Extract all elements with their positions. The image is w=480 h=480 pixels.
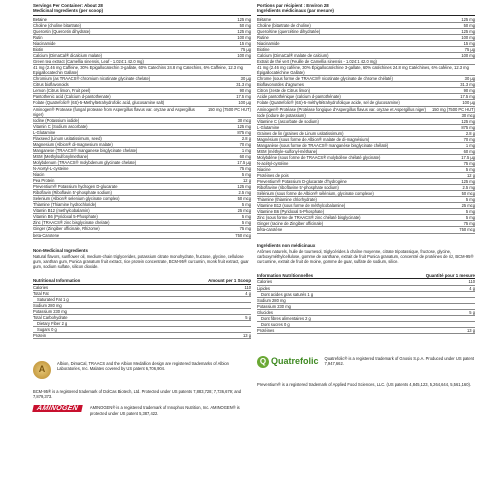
nutrient-name: Dont acides gras saturés 1 g bbox=[261, 291, 314, 297]
nutrient-name: Potassium 230 mg bbox=[257, 303, 291, 309]
ingredient-name: Acide pantothénique (calcium d-pantothénate) bbox=[257, 94, 341, 100]
ingredient-amount: 875 mg bbox=[237, 129, 251, 135]
nutrient-name: Protéines bbox=[257, 327, 275, 333]
ingredient-amount: 2.8 g bbox=[241, 135, 251, 141]
ingredient-name: Citrus bioflavonoids bbox=[33, 82, 69, 88]
ingredient-row bbox=[33, 65, 251, 76]
quatrefolic-trademark-note: Quatrefolic® is a registered trademark of Gnosis S.p.A. Produced under US patent 7,947,662. bbox=[324, 355, 475, 367]
ingredient-row bbox=[257, 227, 475, 233]
ingredient-amount: 2.5 mg bbox=[238, 190, 251, 196]
ingredient-list bbox=[33, 17, 251, 239]
nutrient-name: Dont fibres alimentaires 2 g bbox=[261, 315, 311, 321]
ingredient-name: Thiamine (thiamine chlorhydrate) bbox=[257, 197, 317, 203]
ingredient-amount: 12 g bbox=[243, 178, 251, 184]
ingredient-name: Vitamine B6 (Pyridoxal 5-Phosphate) bbox=[257, 209, 325, 215]
ingredient-name: Vitamin C (Sodium ascorbate) bbox=[33, 123, 88, 129]
aminogen-note-row bbox=[33, 405, 251, 415]
quatrefolic-leaf-icon: Q bbox=[257, 356, 269, 368]
ingredient-name: Rutine bbox=[257, 34, 269, 40]
ingredient-amount: 15 mg bbox=[239, 41, 251, 46]
ingredient-name: bêta-carotène bbox=[257, 227, 283, 233]
ingredient-name: Calcium (DimaCal® dicalcium malate) bbox=[33, 53, 102, 59]
nutrient-name: Calories bbox=[33, 284, 49, 290]
ingredient-amount: 30 µg bbox=[240, 76, 251, 82]
nutrient-name: Total Fat bbox=[33, 290, 49, 296]
ingredients-header-fr: Ingrédients médicinaux (par mesure) bbox=[257, 8, 334, 14]
ingredients-header: Medicinal Ingredients (per scoop) bbox=[33, 8, 104, 14]
ingredient-amount: 125 mg bbox=[237, 184, 251, 190]
ingredient-name: Vitamin B12 (methylcobalamin) bbox=[33, 208, 90, 214]
bcm-trademark-note: BCM-95® is a registered trademark of DolCas Biotech, Ltd. Protected under US patents 7,883,728; 7,736,679; and 7,879,373. bbox=[33, 388, 242, 400]
servings-header-fr: Portions par récipient : Environ 28 bbox=[257, 3, 329, 8]
nutrition-header-fr: Information Nutritionnelles bbox=[257, 273, 314, 279]
nonmedicinal-text: Natural flavors, sunflower oil, medium-chain triglycerides, potassium citrate monohydrate, fructose, glycine, cellulose gum, xanthan gum, Punica granatum fruit extract, rice protein concentrate, BCM-95® curcumin, monk fruit extract, guar gum, sodium sulfate, silicon dioxide. bbox=[33, 253, 249, 270]
ingredient-amount: 50 mg bbox=[463, 22, 475, 28]
ingredient-name: Molybdenum (TRAACS® molybdenum glycinate chelate) bbox=[33, 159, 137, 165]
nutrient-amount: 5 g bbox=[469, 309, 475, 315]
ingredient-name: Chrome (sous forme de TRAACS® nicotinate glycinate de chrome chélaté) bbox=[257, 76, 393, 82]
ingredient-amount: 90 mg bbox=[239, 88, 251, 94]
ingredient-amount: 100 mg bbox=[237, 34, 251, 40]
ingredient-amount: 70 mg bbox=[239, 141, 251, 147]
nutrient-name: Glucides bbox=[257, 309, 273, 315]
ingredient-amount: 150 mg (7500 PC HUT) bbox=[207, 106, 251, 112]
ingredient-amount: 125 mg bbox=[237, 16, 251, 22]
ingredient-name: Zinc (sous forme de TRAACS® zinc chélaté bisglycinate) bbox=[257, 215, 361, 221]
ingredient-name: Iode (iodure de potassium) bbox=[257, 112, 306, 118]
aminogen-trademark-note: AMINOGEN® is a registered trademark of Innophos Nutrition, Inc. AMINOGEN® is protected under US patent 5,387,422. bbox=[89, 405, 240, 416]
ingredient-amount: 75 mg bbox=[239, 165, 251, 171]
nutrient-amount: 4 g bbox=[245, 290, 251, 296]
ingredient-amount: 750 mcg bbox=[235, 232, 251, 238]
ingredient-amount: 30 mcg bbox=[461, 112, 475, 118]
quatrefolic-logo bbox=[257, 356, 319, 368]
nutrition-list-fr bbox=[257, 279, 475, 333]
ingredient-name: Pantothenic acid (Calcium d-pantothenate) bbox=[33, 94, 111, 100]
albion-note-row bbox=[33, 361, 251, 379]
ingredient-name: Graines de lin (graines de Linum usitatissimum) bbox=[257, 130, 344, 136]
nutrient-amount: 4 g bbox=[469, 285, 475, 291]
ingredient-name: Iodine (Potassium iodide) bbox=[33, 117, 80, 123]
nutrient-name: Sodium 280 mg bbox=[33, 302, 62, 308]
ingredient-name: Niacinamide bbox=[257, 41, 280, 46]
nutrient-name: Calories bbox=[257, 279, 273, 285]
ingredient-name: Sélénium (sous forme de Albion® sélénium, glycinate complexe) bbox=[257, 191, 374, 197]
english-column bbox=[33, 3, 251, 416]
ingredient-name: Lemon (Citrus limon, Fruit peel) bbox=[33, 88, 91, 94]
nutrition-column-label: Amount per 1 Scoop bbox=[208, 278, 251, 284]
ingredient-amount: 75 mg bbox=[239, 226, 251, 232]
ingredient-amount: 25 mcg bbox=[461, 203, 475, 209]
ingredient-name: Molybdène (sous forme de TRAACS® molybdène chélaté glycinate) bbox=[257, 154, 381, 160]
ingredient-name: Thiamine (Thiamine hydrochloride) bbox=[33, 202, 97, 208]
nutrient-name: Sodium 280 mg bbox=[257, 297, 286, 303]
ingredient-amount: 125 mg bbox=[237, 28, 251, 34]
ingredient-name: Aminogen® Protease (fungal protease from Aspergillus flavus var. oryzae and Aspergillus niger) bbox=[33, 106, 195, 117]
ingredient-amount: 31.3 mg bbox=[460, 82, 475, 88]
nutrient-amount: 13 g bbox=[467, 327, 475, 333]
ingredient-name: Pea Protein bbox=[33, 178, 55, 184]
nutrient-amount: 110 bbox=[244, 284, 251, 290]
ingredient-name: Vitamine B12 (sous forme de méthylcobalamine) bbox=[257, 203, 346, 209]
ingredient-amount: 5 mg bbox=[465, 166, 475, 172]
ingredient-amount: 75 mg bbox=[463, 160, 475, 166]
ingredient-amount: 5 mg bbox=[241, 220, 251, 226]
ingredient-amount: 5 mg bbox=[465, 215, 475, 221]
ingredient-amount: 50 mcg bbox=[237, 196, 251, 202]
nutrient-name: Potassium 230 mg bbox=[33, 308, 67, 314]
ingredient-name: Betaine bbox=[33, 16, 47, 22]
ingredient-amount: 100 mg bbox=[237, 53, 251, 59]
nutrient-name: Protein bbox=[33, 332, 46, 338]
ingredient-name: Folate (Quatrefolic® (6S)-5-Methyltetrahydrofolic acid, glucosamine salt) bbox=[33, 100, 165, 106]
preventium-trademark-note: Preventium® is a registered trademark of Applied Food Sciences, LLC. (US patents 4,845,123, 5,264,644, 5,561,160). bbox=[257, 381, 471, 387]
ingredient-amount: 30 mcg bbox=[237, 117, 251, 123]
ingredient-name: Selenium (Albion® selenium glycinate complex) bbox=[33, 196, 120, 202]
ingredient-name: Green tea extract (Camellia sinensis, Leaf - 1.024:1 42.0 mg) bbox=[33, 59, 144, 65]
ingredient-amount: 17.5 mg bbox=[236, 94, 251, 100]
ingredient-amount: 1 mg bbox=[241, 147, 251, 153]
ingredient-amount: 12 g bbox=[467, 173, 475, 179]
ingredient-name: Preventium® Potassium hydrogen D-glucarate bbox=[33, 184, 118, 190]
ingredient-amount: 1 mg bbox=[465, 142, 475, 148]
ingredient-amount: 75 mg bbox=[463, 221, 475, 227]
ingredient-name: Biotin bbox=[33, 47, 44, 53]
nutrient-amount: 13 g bbox=[243, 332, 251, 338]
ingredient-amount: 125 mg bbox=[461, 28, 475, 34]
ingredient-amount: 5 mg bbox=[241, 202, 251, 208]
ingredient-name: Preventium® Potassium D-glucarate d'hydrogène bbox=[257, 179, 347, 185]
ingredient-amount: 17.5 µg bbox=[461, 154, 475, 160]
ingredient-row bbox=[33, 233, 251, 239]
ingredient-name: Citron (zeste de Citrus limon) bbox=[257, 88, 311, 94]
ingredient-amount: 100 µg bbox=[238, 100, 251, 106]
albion-medallion-logo: A bbox=[33, 361, 51, 379]
ingredient-amount: 100 µg bbox=[462, 100, 475, 106]
aminogen-logo bbox=[33, 405, 82, 412]
ingredient-name: Calcium (DimaCal® malate de calcium) bbox=[257, 53, 329, 59]
ingredient-name: Quercetin (Quercetin dihydrate) bbox=[33, 28, 91, 34]
ingredient-amount: 2.5 mg bbox=[462, 185, 475, 191]
ingredient-amount: 60 mg bbox=[463, 148, 475, 154]
ingredient-name: Choline (bitartrate de choline) bbox=[257, 22, 311, 28]
ingredient-name: Vitamine C (ascorbate de sodium) bbox=[257, 118, 319, 124]
ingredient-name: Riboflavine (riboflavine 5'-phosphate sodium) bbox=[257, 185, 339, 191]
nutrition-row bbox=[33, 333, 251, 339]
nutrient-amount: 110 bbox=[468, 279, 475, 285]
ingredient-name: Quercétine (quercétine dihydratée) bbox=[257, 28, 321, 34]
ingredient-name: Niacine bbox=[257, 166, 271, 172]
nutrient-name: Sugars 0 g bbox=[37, 326, 57, 332]
ingredient-name: beta-Carotene bbox=[33, 232, 60, 238]
nonmedicinal-header: Non-Medicinal Ingredients bbox=[33, 247, 88, 253]
divider bbox=[257, 15, 475, 16]
ingredient-name: Folate (Quatrefolic® (6S)-5-méthyltétrahydrofolique acide, sel de glucosamine) bbox=[257, 100, 400, 106]
ingredient-amount: 31.3 mg bbox=[236, 82, 251, 88]
ingredient-amount: 60 mg bbox=[239, 153, 251, 159]
ingredient-amount: 125 mg bbox=[237, 123, 251, 129]
ingredient-name: 41 mg (2.46 mg caféine, 30% Épigallocatéchine 3-gallate, 60% catéchines 24.8 mg Catéchines, 6% caféine, 12.3 mg Épigallocatéchine Gallate) bbox=[257, 65, 469, 76]
nutrition-header: Nutritional Information bbox=[33, 278, 81, 284]
ingredient-amount: 50 mcg bbox=[461, 191, 475, 197]
ingredient-name: Manganèse (sous forme de TRAACS® manganèse bisglycinate chélaté) bbox=[257, 142, 389, 148]
ingredient-amount: 5 mg bbox=[241, 172, 251, 178]
ingredient-name: Extrait de thé vert (Feuille de Camellia sinensis - 1.024:1 42.0 mg) bbox=[257, 59, 377, 65]
ingredient-amount: 100 mg bbox=[461, 53, 475, 59]
ingredient-amount: 75 µg bbox=[240, 47, 251, 53]
ingredient-amount: 750 mcg bbox=[459, 227, 475, 233]
ingredient-amount: 90 mg bbox=[463, 88, 475, 94]
ingredient-name: Niacin bbox=[33, 172, 45, 178]
quatrefolic-logo-text: Quatrefolic bbox=[271, 356, 319, 367]
ingredient-amount: 30 µg bbox=[464, 76, 475, 82]
ingredient-amount: 100 mg bbox=[461, 34, 475, 40]
ingredient-name: L-Glutamine bbox=[257, 124, 280, 130]
ingredient-name: Aminogen® Protéase (Protéase fongique d'Aspergillus flavus var. oryzae et Aspergillus niger) bbox=[257, 106, 427, 112]
ingredient-amount: 50 mg bbox=[239, 22, 251, 28]
ingredient-amount: 125 mg bbox=[461, 118, 475, 124]
quatrefolic-note-row bbox=[257, 356, 475, 368]
ingredient-amount: 150 mg (7500 PC HUT) bbox=[431, 106, 475, 112]
ingredient-name: Niacinamide bbox=[33, 41, 56, 46]
ingredient-name: Rutin bbox=[33, 34, 43, 40]
nutrition-row bbox=[257, 328, 475, 334]
ingredient-name: MSM (méthyle-sulfonyl-méthane) bbox=[257, 148, 318, 154]
ingredient-name: Magnesium (Albion® di-magnesium malate) bbox=[33, 141, 113, 147]
ingredient-name: N-Acetyl-L-cysteine bbox=[33, 165, 69, 171]
nonmedicinal-text-fr: Arômes naturels, huile de tournesol, triglycérides à chaîne moyenne, citrate tripotassique, fructose, glycine, carboxyméthylcellulose, gomme de xanthane, extrait de fruit Punica granatum, concentré de protéines de riz, BCM-95® curcumine, extrait de fruit de moine, gomme de guar, sulfate de sodium, silice. bbox=[257, 248, 474, 264]
ingredient-list-fr bbox=[257, 17, 475, 234]
ingredient-name: MSM (Methylsulfonylmethane) bbox=[33, 153, 89, 159]
nutrient-name: Lipides bbox=[257, 285, 270, 291]
ingredient-name: Manganese (TRAACS® manganese bisglycinate chelate) bbox=[33, 147, 138, 153]
ingredient-row bbox=[33, 107, 251, 118]
ingredient-amount: 75 µg bbox=[464, 47, 475, 53]
nutrient-name: Dietary Fiber 2 g bbox=[37, 320, 68, 326]
ingredient-amount: 875 mg bbox=[461, 124, 475, 130]
ingredient-amount: 15 mg bbox=[463, 41, 475, 46]
ingredient-amount: 5 mg bbox=[241, 214, 251, 220]
ingredient-name: Biotine bbox=[257, 47, 270, 53]
ingredient-amount: 17.5 mg bbox=[460, 94, 475, 100]
ingredient-name: 41 mg (2.46 mg Caffeine, 30% Epigallocatechin 3-gallate, 60% Catechins 24.8 mg Catechins, 6% Caffeine, 12.3 mg Epigallocatechin Gallate) bbox=[33, 65, 243, 76]
ingredient-amount: 5 mg bbox=[465, 209, 475, 215]
ingredient-name: Flaxseed (Linum usitatissimum, seed) bbox=[33, 135, 102, 141]
nutrient-name: Total Carbohydrate bbox=[33, 314, 68, 320]
albion-trademark-note: Albion, DimaCal, TRAACS and the Albion Medallion design are registered trademarks of Albion Laboratories, Inc. Malates covered by US patent 6,706,904. bbox=[57, 360, 229, 372]
ingredient-amount: 125 mg bbox=[461, 16, 475, 22]
nutrition-column-label-fr: Quantité pour 1 mesure bbox=[425, 273, 475, 279]
nonmedicinal-header-fr: Ingrédients non médicinaux bbox=[257, 242, 316, 248]
ingredient-amount: 5 mg bbox=[465, 197, 475, 203]
ingredient-amount: 125 mg bbox=[461, 179, 475, 185]
divider bbox=[33, 15, 251, 16]
ingredient-name: Ginger (Zingiber officinale, Rhizome) bbox=[33, 226, 100, 232]
nutrition-list bbox=[33, 285, 251, 339]
french-column bbox=[257, 3, 475, 387]
nutrient-name: Dont sucres 0 g bbox=[261, 321, 290, 327]
ingredient-name: Bétaïne bbox=[257, 16, 272, 22]
ingredient-amount: 25 mcg bbox=[237, 208, 251, 214]
nutrient-name: Saturated Fat 1 g bbox=[37, 296, 69, 302]
ingredient-name: L-Glutamine bbox=[33, 129, 56, 135]
ingredient-name: Bioflavonoïdes d'agrumes bbox=[257, 82, 304, 88]
ingredient-name: Protéines de pois bbox=[257, 173, 289, 179]
ingredient-amount: 70 mg bbox=[463, 136, 475, 142]
ingredient-name: Magnésium (sous forme de Albion® malate de di-magnésium) bbox=[257, 136, 370, 142]
servings-header: Servings Per Container: About 28 bbox=[33, 3, 103, 8]
ingredient-name: Zinc (TRAACS® zinc bisglycinate chelate) bbox=[33, 220, 110, 226]
ingredient-name: Choline (choline bitartrate) bbox=[33, 22, 82, 28]
ingredient-name: Vitamin B6 (Pyridoxal 5-Phosphate) bbox=[33, 214, 98, 220]
ingredient-amount: 2.8 g bbox=[465, 130, 475, 136]
ingredient-row bbox=[257, 65, 475, 76]
ingredient-name: Ginger (racine de Zingiber officinale) bbox=[257, 221, 324, 227]
ingredient-name: Chromium (as TRAACS® chromium nicotinate glycinate chelate) bbox=[33, 76, 151, 82]
nutrient-amount: 5 g bbox=[245, 314, 251, 320]
aminogen-logo-text: AMINOGEN bbox=[32, 405, 82, 412]
ingredient-amount: 17.5 µg bbox=[237, 159, 251, 165]
ingredient-name: Riboflavin (Riboflavin 5'-phosphate sodium) bbox=[33, 190, 112, 196]
ingredient-name: N-acétyl-cystéine bbox=[257, 160, 289, 166]
